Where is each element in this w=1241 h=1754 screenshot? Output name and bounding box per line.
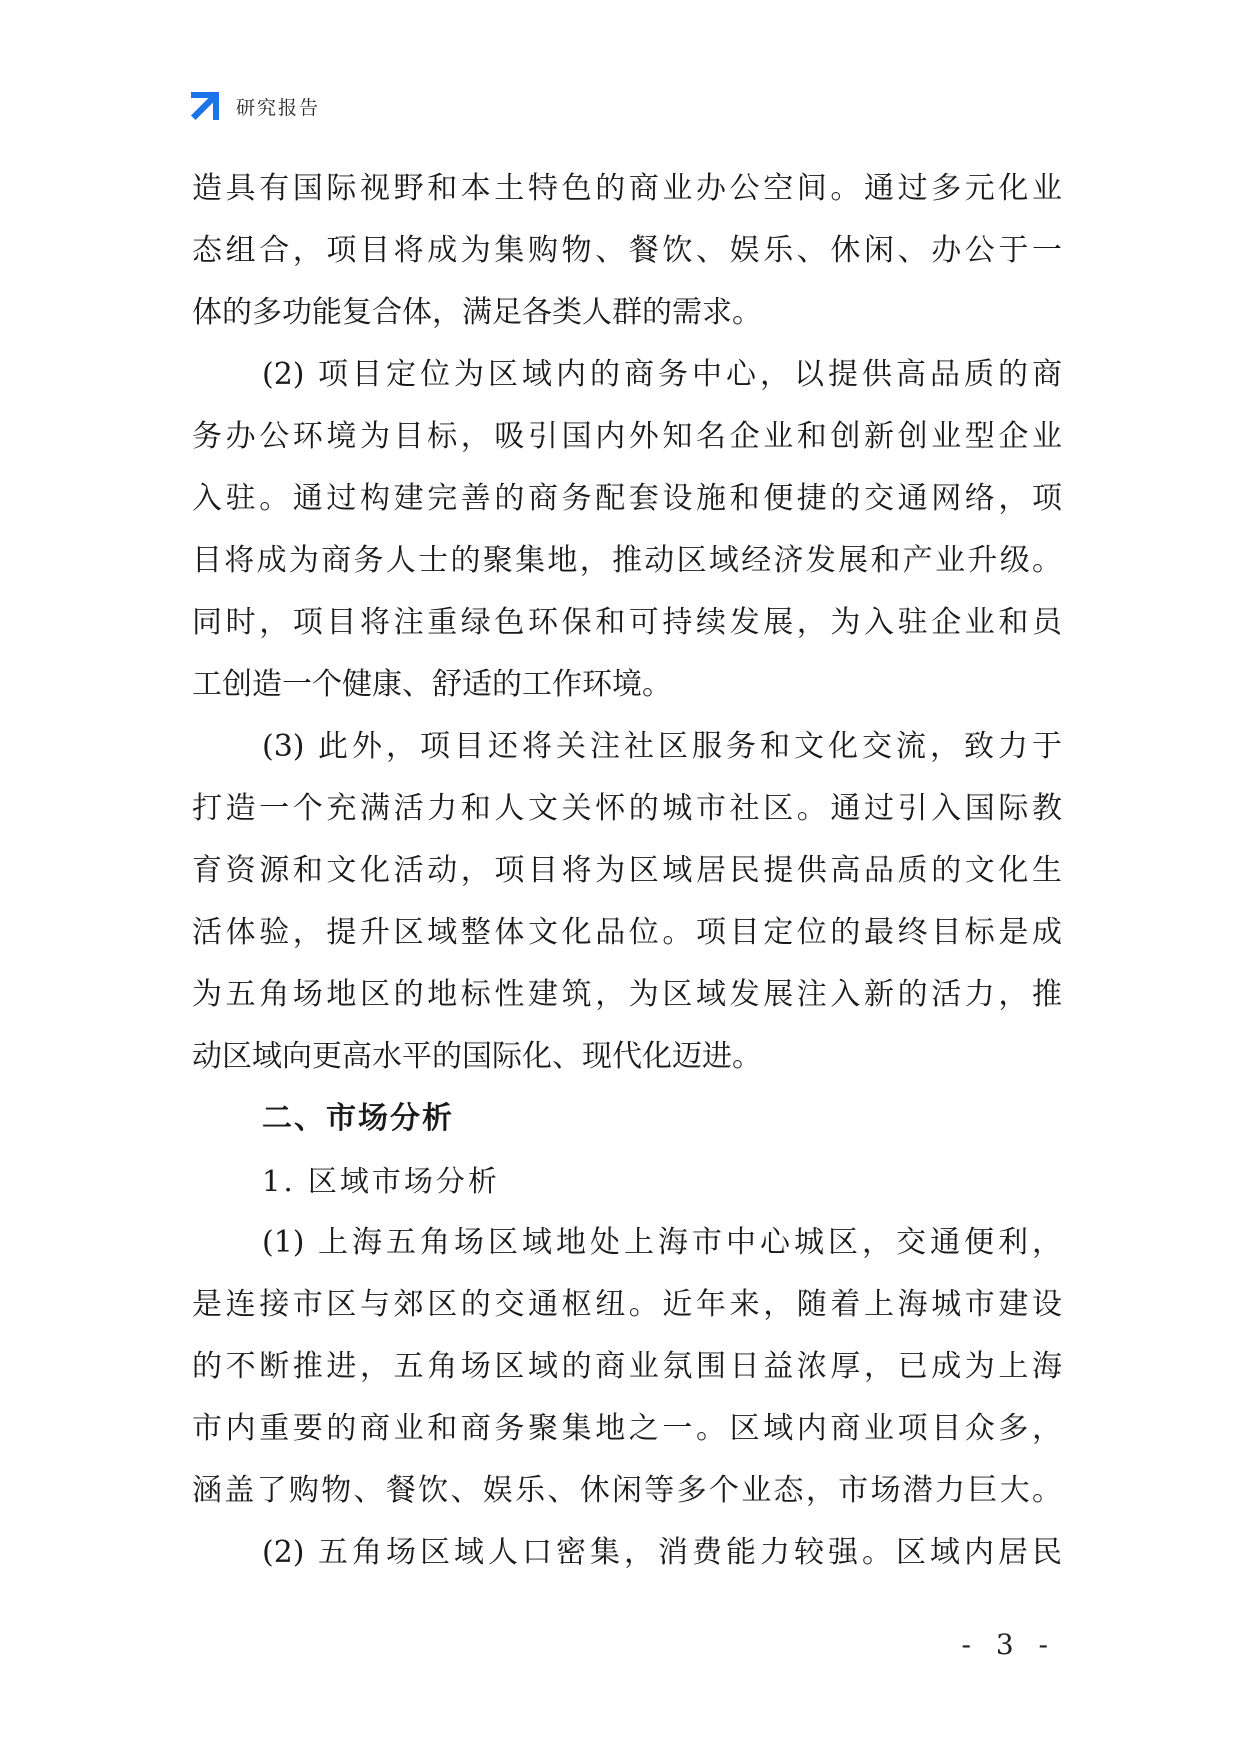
text-line: 入驻。通过构建完善的商务配套设施和便捷的交通网络，项 xyxy=(192,481,1062,516)
paragraph-5 xyxy=(192,1522,1062,1584)
text-line: 打造一个充满活力和人文关怀的城市社区。通过引入国际教 xyxy=(192,791,1062,826)
paragraph-2 xyxy=(192,344,1062,716)
text-line: (1) 上海五角场区域地处上海市中心城区，交通便利， xyxy=(262,1225,1062,1260)
page-number: - 3 - xyxy=(961,1628,1056,1661)
text-line: 为五角场地区的地标性建筑，为区域发展注入新的活力，推 xyxy=(192,977,1062,1012)
text-line: 目将成为商务人士的聚集地，推动区域经济发展和产业升级。 xyxy=(192,543,1062,578)
header-title: 研究报告 xyxy=(236,96,321,119)
text-line: 动区域向更高水平的国际化、现代化迈进。 xyxy=(192,1039,762,1074)
text-line: 是连接市区与郊区的交通枢纽。近年来，随着上海城市建设 xyxy=(192,1287,1062,1322)
text-line: 涵盖了购物、餐饮、娱乐、休闲等多个业态，市场潜力巨大。 xyxy=(192,1473,1062,1508)
text-line: (2) 项目定位为区域内的商务中心，以提供高品质的商 xyxy=(262,357,1062,392)
text-line: 态组合，项目将成为集购物、餐饮、娱乐、休闲、办公于一 xyxy=(192,233,1062,268)
text-line: (3) 此外，项目还将关注社区服务和文化交流，致力于 xyxy=(262,729,1062,764)
text-line: 工创造一个健康、舒适的工作环境。 xyxy=(192,667,672,702)
text-line: 活体验，提升区域整体文化品位。项目定位的最终目标是成 xyxy=(192,915,1062,950)
text-line: 造具有国际视野和本土特色的商业办公空间。通过多元化业 xyxy=(192,171,1062,206)
section-heading: 二、市场分析 xyxy=(262,1101,454,1136)
text-line: (2) 五角场区域人口密集，消费能力较强。区域内居民 xyxy=(262,1535,1062,1570)
page-header xyxy=(188,88,320,124)
paragraph-3 xyxy=(192,716,1062,1088)
text-line: 体的多功能复合体，满足各类人群的需求。 xyxy=(192,295,762,330)
paragraph-4 xyxy=(192,1212,1062,1522)
text-line: 的不断推进，五角场区域的商业氛围日益浓厚，已成为上海 xyxy=(192,1349,1062,1384)
document-body xyxy=(192,158,1062,1584)
arrow-logo-icon xyxy=(188,89,222,123)
paragraph-1 xyxy=(192,158,1062,344)
text-line: 市内重要的商业和商务聚集地之一。区域内商业项目众多， xyxy=(192,1411,1062,1446)
text-line: 务办公环境为目标，吸引国内外知名企业和创新创业型企业 xyxy=(192,419,1062,454)
text-line: 同时，项目将注重绿色环保和可持续发展，为入驻企业和员 xyxy=(192,605,1062,640)
subsection-heading: 1. 区域市场分析 xyxy=(262,1164,500,1198)
text-line: 育资源和文化活动，项目将为区域居民提供高品质的文化生 xyxy=(192,853,1062,888)
